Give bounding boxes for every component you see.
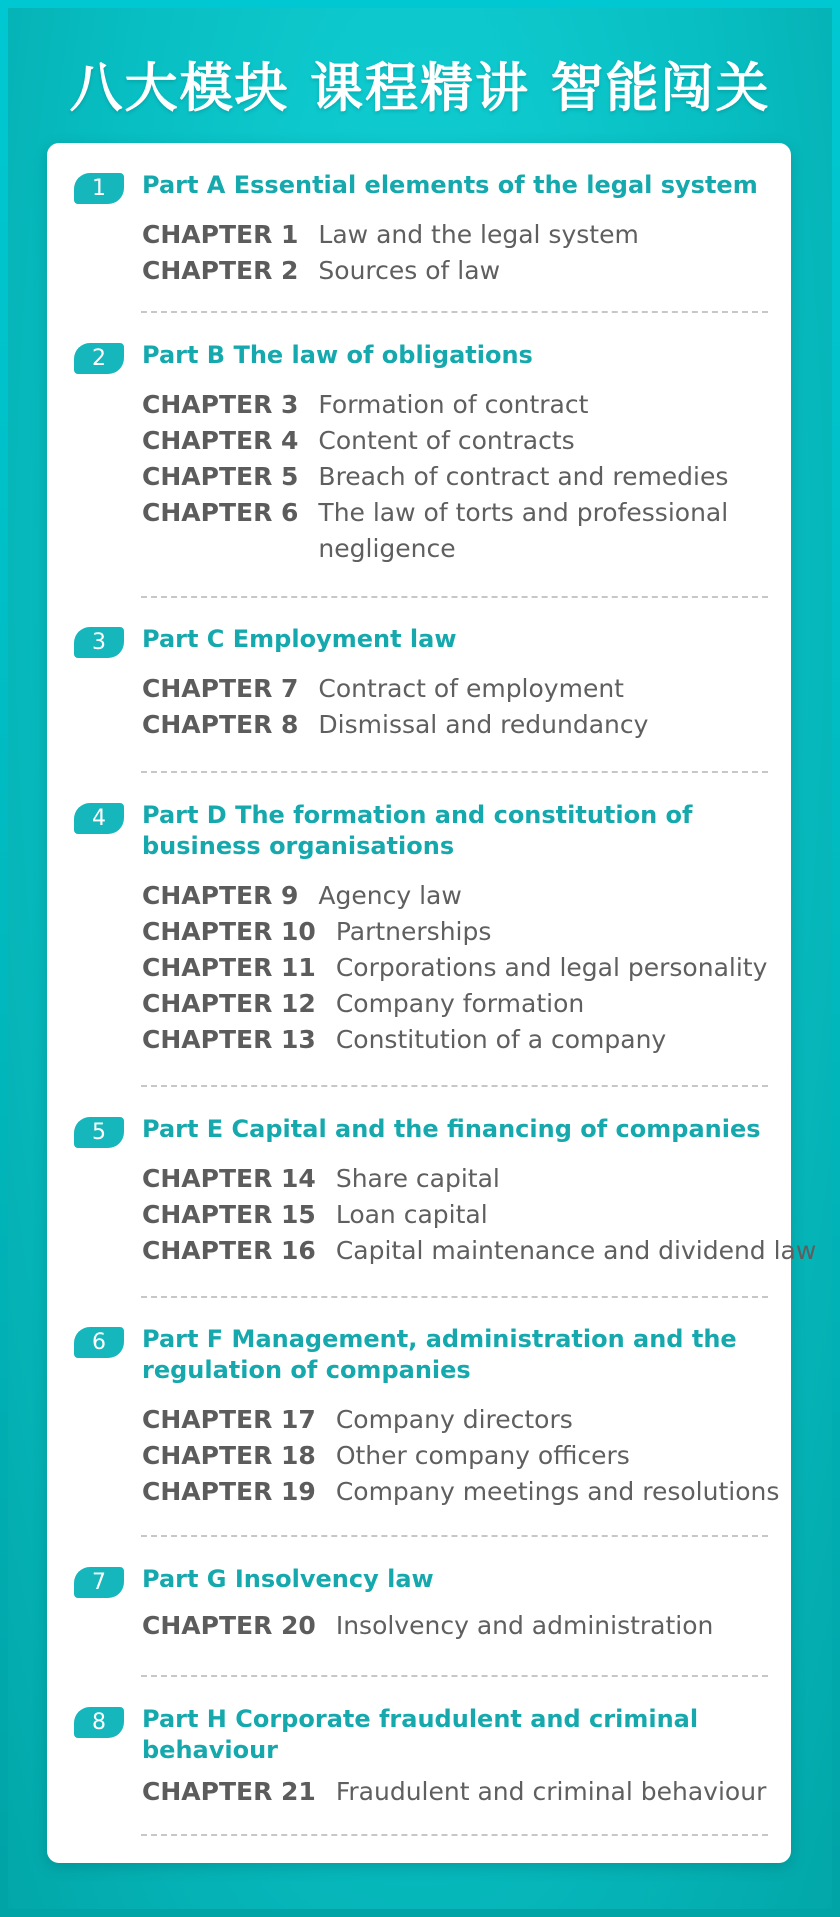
chapter-item (142, 950, 782, 986)
chapter-item (142, 986, 782, 1022)
chapter-item (142, 707, 782, 743)
chapter-title: Breach of contract and remedies (318, 462, 729, 491)
chapter-title: Law and the legal system (318, 220, 639, 249)
chapter-title: The law of torts and professional negligence (318, 498, 729, 563)
chapter-item (142, 253, 782, 289)
part-number-badge: 6 (74, 1327, 124, 1358)
section-divider (141, 596, 768, 598)
chapter-title: Constitution of a company (335, 1025, 667, 1054)
part-title: Part F Management, administration and the regulation of companies (142, 1325, 737, 1384)
chapter-title: Contract of employment (318, 674, 624, 703)
chapter-number: CHAPTER 6 (142, 498, 299, 527)
part-title: Part E Capital and the financing of companies (142, 1115, 761, 1143)
chapter-item (142, 671, 782, 707)
chapter-number: CHAPTER 12 (142, 989, 316, 1018)
part-number-badge: 4 (74, 803, 124, 834)
chapter-number: CHAPTER 11 (142, 953, 316, 982)
chapter-number: CHAPTER 2 (142, 256, 299, 285)
part-title: Part B The law of obligations (142, 341, 533, 369)
chapter-item (142, 1161, 782, 1197)
chapter-number: CHAPTER 5 (142, 462, 299, 491)
chapter-list (142, 878, 782, 1058)
chapter-number: CHAPTER 7 (142, 674, 299, 703)
chapter-item (142, 1438, 782, 1474)
chapter-item (142, 1233, 817, 1269)
chapter-number: CHAPTER 4 (142, 426, 299, 455)
chapter-item (142, 914, 782, 950)
section-divider (141, 1296, 768, 1298)
chapter-title: Content of contracts (318, 426, 575, 455)
section-divider (141, 771, 768, 773)
chapter-title: Share capital (335, 1164, 500, 1193)
chapter-list (142, 1161, 817, 1269)
chapter-item (142, 1608, 782, 1644)
chapter-item (142, 1402, 782, 1438)
chapter-title: Company directors (335, 1405, 573, 1434)
section-divider (141, 1834, 768, 1836)
section-divider (141, 1675, 768, 1677)
section-divider (141, 1535, 768, 1537)
chapter-title: Company formation (335, 989, 585, 1018)
chapter-number: CHAPTER 16 (142, 1236, 316, 1265)
chapter-item (142, 423, 782, 459)
part-number-badge: 3 (74, 627, 124, 658)
chapter-number: CHAPTER 15 (142, 1200, 316, 1229)
chapter-number: CHAPTER 17 (142, 1405, 316, 1434)
chapter-number: CHAPTER 20 (142, 1611, 316, 1640)
part-number-badge: 1 (74, 173, 124, 204)
chapter-number: CHAPTER 9 (142, 881, 299, 910)
part-title: Part C Employment law (142, 625, 457, 653)
chapter-number: CHAPTER 18 (142, 1441, 316, 1470)
chapter-list (142, 217, 782, 289)
chapter-number: CHAPTER 13 (142, 1025, 316, 1054)
page-title: 八大模块 课程精讲 智能闯关 (69, 58, 771, 119)
chapter-list (142, 1774, 782, 1810)
part-number-badge: 7 (74, 1567, 124, 1598)
chapter-title: Corporations and legal personality (335, 953, 768, 982)
part-number-badge: 8 (74, 1707, 124, 1738)
course-outline-card (47, 143, 817, 1863)
chapter-list (142, 671, 782, 743)
chapter-item (142, 1022, 782, 1058)
chapter-item (142, 387, 782, 423)
chapter-item (142, 459, 782, 495)
chapter-item (142, 217, 782, 253)
chapter-title: Company meetings and resolutions (335, 1477, 780, 1506)
chapter-title: Capital maintenance and dividend law (335, 1236, 817, 1265)
chapter-list (142, 387, 782, 567)
chapter-title: Insolvency and administration (335, 1611, 714, 1640)
chapter-number: CHAPTER 21 (142, 1777, 316, 1806)
chapter-item (142, 1474, 782, 1510)
section-divider (141, 311, 768, 313)
part-title: Part G Insolvency law (142, 1565, 434, 1593)
chapter-item (142, 495, 782, 567)
part-title: Part A Essential elements of the legal system (142, 171, 758, 199)
chapter-number: CHAPTER 10 (142, 917, 316, 946)
chapter-title: Agency law (318, 881, 462, 910)
chapter-title: Fraudulent and criminal behaviour (335, 1777, 767, 1806)
chapter-title: Other company officers (335, 1441, 630, 1470)
chapter-list (142, 1608, 782, 1644)
part-number-badge: 5 (74, 1117, 124, 1148)
chapter-number: CHAPTER 3 (142, 390, 299, 419)
chapter-title: Partnerships (335, 917, 492, 946)
chapter-number: CHAPTER 8 (142, 710, 299, 739)
chapter-title: Dismissal and redundancy (318, 710, 649, 739)
section-divider (141, 1085, 768, 1087)
part-title: Part H Corporate fraudulent and criminal behaviour (142, 1705, 699, 1764)
part-number-badge: 2 (74, 343, 124, 374)
chapter-number: CHAPTER 14 (142, 1164, 316, 1193)
chapter-number: CHAPTER 1 (142, 220, 299, 249)
chapter-title: Loan capital (335, 1200, 488, 1229)
chapter-item (142, 1774, 782, 1810)
chapter-list (142, 1402, 782, 1510)
chapter-item (142, 878, 782, 914)
part-title: Part D The formation and constitution of business organisations (142, 801, 693, 860)
chapter-title: Sources of law (318, 256, 501, 285)
chapter-number: CHAPTER 19 (142, 1477, 316, 1506)
chapter-title: Formation of contract (318, 390, 589, 419)
chapter-item (142, 1197, 782, 1233)
